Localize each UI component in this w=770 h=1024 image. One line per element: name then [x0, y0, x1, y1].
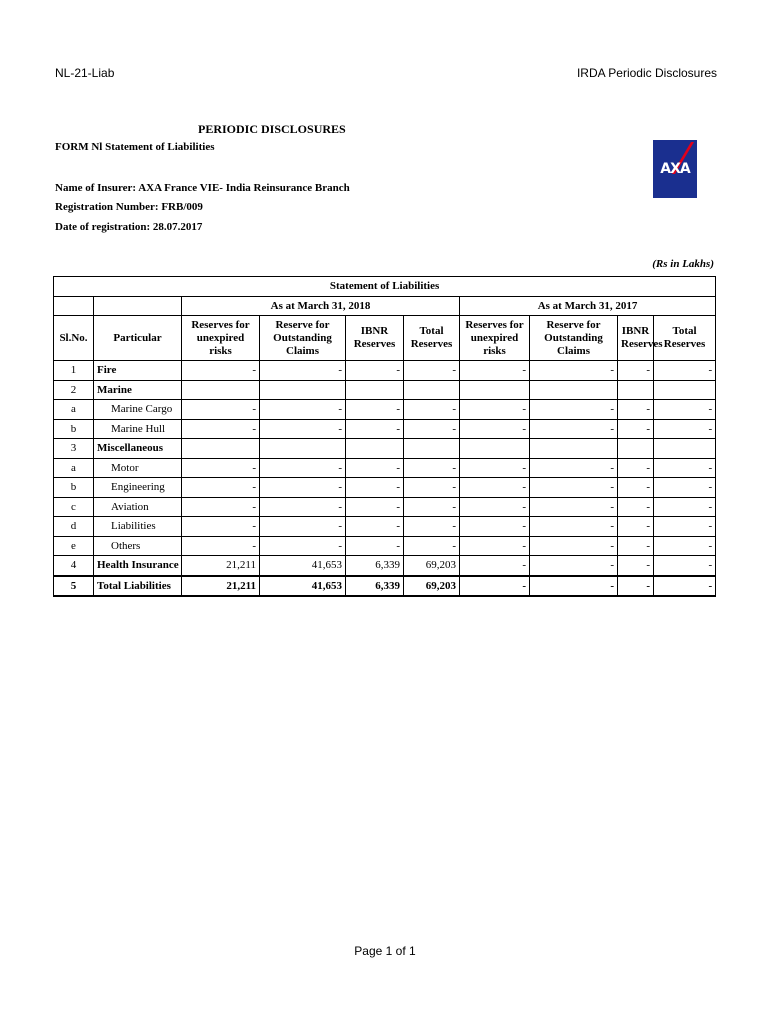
col-total-2018: Total Reserves [404, 316, 460, 361]
liabilities-table [53, 276, 716, 597]
col-total-2017: Total Reserves [654, 316, 716, 361]
row-value: - [654, 400, 716, 420]
row-value: - [530, 517, 618, 537]
total-row [54, 576, 716, 597]
row-slno: 3 [54, 439, 94, 459]
col-outstanding-2017: Reserve for Outstanding Claims [530, 316, 618, 361]
row-value: - [346, 400, 404, 420]
period-2017-header: As at March 31, 2017 [460, 296, 716, 316]
total-value: 6,339 [346, 576, 404, 597]
row-value: - [530, 400, 618, 420]
row-value: - [618, 536, 654, 556]
row-value: - [530, 497, 618, 517]
row-value: - [404, 458, 460, 478]
row-value: - [460, 361, 530, 381]
table-caption: Statement of Liabilities [54, 277, 716, 297]
row-particular: Others [94, 536, 182, 556]
col-ibnr-2018: IBNR Reserves [346, 316, 404, 361]
form-code: NL-21-Liab [55, 66, 115, 80]
row-value: - [654, 556, 716, 576]
row-value [618, 380, 654, 400]
row-value: - [346, 497, 404, 517]
row-value: - [404, 517, 460, 537]
row-value: - [654, 497, 716, 517]
total-value: 41,653 [260, 576, 346, 597]
table-row [54, 517, 716, 537]
row-value: - [618, 400, 654, 420]
row-value: - [460, 400, 530, 420]
table-row [54, 478, 716, 498]
row-value [618, 439, 654, 459]
row-value: - [346, 458, 404, 478]
row-value [182, 439, 260, 459]
row-value: - [530, 419, 618, 439]
axa-logo [653, 140, 697, 198]
row-value: - [260, 419, 346, 439]
row-value: - [182, 517, 260, 537]
col-unexpired-2017: Reserves for unexpired risks [460, 316, 530, 361]
total-value: - [460, 576, 530, 597]
row-value: - [530, 458, 618, 478]
row-value: - [346, 478, 404, 498]
row-value: - [182, 361, 260, 381]
row-value: - [404, 497, 460, 517]
row-slno: c [54, 497, 94, 517]
form-title: FORM Nl Statement of Liabilities [55, 141, 215, 153]
row-value: - [404, 419, 460, 439]
row-value: - [654, 536, 716, 556]
row-value: - [346, 517, 404, 537]
row-value: - [530, 556, 618, 576]
row-value: - [404, 536, 460, 556]
col-outstanding-2018: Reserve for Outstanding Claims [260, 316, 346, 361]
row-value [182, 380, 260, 400]
row-value: - [654, 458, 716, 478]
row-slno: 1 [54, 361, 94, 381]
row-value: - [404, 400, 460, 420]
row-value: - [654, 517, 716, 537]
row-value: - [260, 497, 346, 517]
col-unexpired-2018: Reserves for unexpired risks [182, 316, 260, 361]
page-title: PERIODIC DISCLOSURES [198, 122, 346, 136]
row-particular: Fire [94, 361, 182, 381]
total-value: 69,203 [404, 576, 460, 597]
row-value [654, 380, 716, 400]
table-row [54, 439, 716, 459]
insurer-name: Name of Insurer: AXA France VIE- India Reinsurance Branch [55, 182, 350, 194]
row-value: - [460, 497, 530, 517]
table-row [54, 458, 716, 478]
table-row [54, 556, 716, 576]
row-value: - [460, 419, 530, 439]
row-particular: Marine [94, 380, 182, 400]
row-value: - [530, 536, 618, 556]
total-value: - [654, 576, 716, 597]
row-slno: b [54, 478, 94, 498]
registration-number: Registration Number: FRB/009 [55, 201, 203, 213]
table-row [54, 380, 716, 400]
row-value [404, 439, 460, 459]
row-value: - [260, 458, 346, 478]
period-2018-header: As at March 31, 2018 [182, 296, 460, 316]
row-value: - [182, 458, 260, 478]
row-value [530, 380, 618, 400]
row-value: - [618, 361, 654, 381]
table-row [54, 497, 716, 517]
row-value: - [618, 556, 654, 576]
row-value: - [618, 517, 654, 537]
row-value: - [260, 536, 346, 556]
row-value: 69,203 [404, 556, 460, 576]
row-value: - [618, 458, 654, 478]
axa-logo-text: AXA [660, 161, 690, 177]
table-row [54, 400, 716, 420]
row-value: - [654, 419, 716, 439]
row-value [260, 439, 346, 459]
page-footer: Page 1 of 1 [354, 944, 416, 958]
row-value: - [460, 536, 530, 556]
row-value: 6,339 [346, 556, 404, 576]
col-ibnr-2017: IBNR Reserves [618, 316, 654, 361]
row-value: - [260, 517, 346, 537]
row-value: - [260, 400, 346, 420]
row-value: - [618, 478, 654, 498]
row-value: - [460, 478, 530, 498]
row-value: - [346, 536, 404, 556]
total-value: - [618, 576, 654, 597]
table-row [54, 536, 716, 556]
row-value: - [182, 497, 260, 517]
row-slno: e [54, 536, 94, 556]
row-value: - [346, 361, 404, 381]
row-value: - [346, 419, 404, 439]
row-slno: d [54, 517, 94, 537]
row-value [346, 439, 404, 459]
row-value: - [404, 478, 460, 498]
row-value: - [260, 478, 346, 498]
table-row [54, 419, 716, 439]
row-particular: Liabilities [94, 517, 182, 537]
row-value: - [182, 419, 260, 439]
row-value: - [460, 556, 530, 576]
row-slno: b [54, 419, 94, 439]
row-particular: Health Insurance [94, 556, 182, 576]
row-particular: Motor [94, 458, 182, 478]
header-right-title: IRDA Periodic Disclosures [576, 66, 717, 80]
row-value: - [182, 536, 260, 556]
row-value [530, 439, 618, 459]
row-value: - [530, 478, 618, 498]
row-value: - [182, 478, 260, 498]
row-particular: Aviation [94, 497, 182, 517]
row-particular: Marine Hull [94, 419, 182, 439]
row-value: - [260, 361, 346, 381]
row-slno: 2 [54, 380, 94, 400]
row-particular: Engineering [94, 478, 182, 498]
row-value [460, 439, 530, 459]
total-value: 21,211 [182, 576, 260, 597]
row-slno: a [54, 458, 94, 478]
row-value: - [618, 419, 654, 439]
total-particular: Total Liabilities [94, 576, 182, 597]
row-value: - [182, 400, 260, 420]
col-slno: Sl.No. [54, 316, 94, 361]
total-value: - [530, 576, 618, 597]
row-particular: Marine Cargo [94, 400, 182, 420]
table-row [54, 361, 716, 381]
row-value: - [530, 361, 618, 381]
row-value [460, 380, 530, 400]
currency-note: (Rs in Lakhs) [652, 258, 714, 270]
row-particular: Miscellaneous [94, 439, 182, 459]
row-slno: 4 [54, 556, 94, 576]
total-slno: 5 [54, 576, 94, 597]
row-value: - [618, 497, 654, 517]
row-value: - [460, 517, 530, 537]
row-value [260, 380, 346, 400]
row-value: - [460, 458, 530, 478]
row-slno: a [54, 400, 94, 420]
row-value: 21,211 [182, 556, 260, 576]
row-value [404, 380, 460, 400]
row-value: 41,653 [260, 556, 346, 576]
row-value [654, 439, 716, 459]
row-value [346, 380, 404, 400]
col-particular: Particular [94, 316, 182, 361]
row-value: - [654, 361, 716, 381]
row-value: - [404, 361, 460, 381]
registration-date: Date of registration: 28.07.2017 [55, 221, 203, 233]
row-value: - [654, 478, 716, 498]
